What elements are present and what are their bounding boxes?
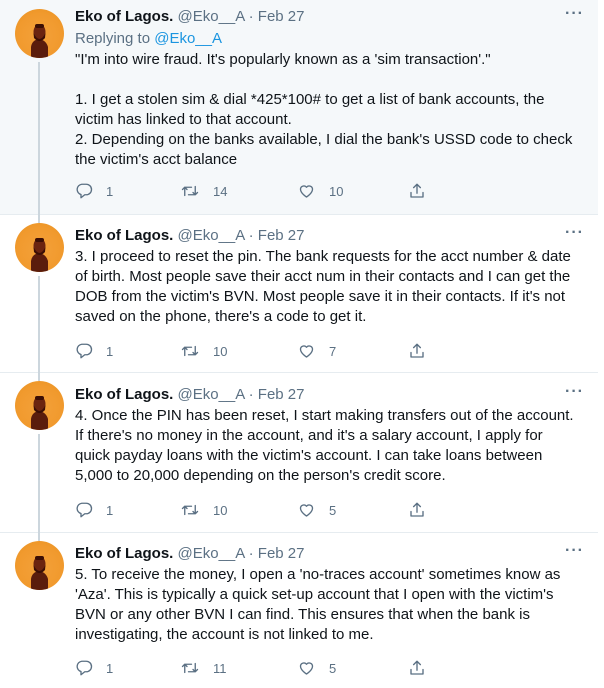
author-handle[interactable]: @Eko__A — [177, 8, 245, 25]
reply-icon — [75, 182, 93, 200]
tweet-text — [75, 50, 578, 170]
tweet[interactable] — [0, 533, 598, 688]
thread-line — [38, 533, 40, 541]
more-icon[interactable]: ··· — [565, 224, 584, 241]
like-count: 5 — [329, 502, 337, 518]
thread-line — [38, 215, 40, 223]
share-button[interactable] — [408, 659, 426, 677]
reply-count: 1 — [106, 660, 114, 676]
tweet-date[interactable]: Feb 27 — [257, 386, 305, 403]
like-button[interactable] — [297, 659, 336, 677]
retweet-icon — [180, 501, 200, 519]
avatar[interactable] — [15, 541, 64, 590]
like-button[interactable] — [297, 501, 336, 519]
reply-count: 1 — [106, 183, 114, 199]
like-button[interactable] — [297, 342, 336, 360]
tweet[interactable] — [0, 215, 598, 373]
like-count: 5 — [329, 660, 337, 676]
retweet-button[interactable] — [180, 182, 227, 200]
share-button[interactable] — [408, 182, 426, 200]
more-icon[interactable]: ··· — [565, 5, 584, 22]
share-button[interactable] — [408, 501, 426, 519]
thread-line — [38, 276, 40, 373]
retweet-button[interactable] — [180, 342, 227, 360]
thread-line — [38, 373, 40, 381]
reply-button[interactable] — [75, 659, 113, 677]
separator-dot: · — [248, 386, 254, 403]
avatar[interactable] — [15, 9, 64, 58]
share-button[interactable] — [408, 342, 426, 360]
share-icon — [408, 182, 426, 200]
like-icon — [297, 501, 316, 519]
replying-mention[interactable]: @Eko__A — [154, 30, 222, 47]
like-button[interactable] — [297, 182, 343, 200]
retweet-icon — [180, 182, 200, 200]
replying-label: Replying to — [75, 30, 151, 47]
author-name[interactable]: Eko of Lagos. — [75, 227, 174, 244]
retweet-button[interactable] — [180, 659, 227, 677]
like-icon — [297, 342, 316, 360]
like-count: 7 — [329, 343, 337, 359]
tweet-date[interactable]: Feb 27 — [257, 8, 305, 25]
separator-dot: · — [248, 8, 254, 25]
tweet-text-line: 2. Depending on the banks available, I dial the bank's USSD code to check the victim's acct balance — [75, 131, 573, 168]
retweet-count: 11 — [213, 660, 227, 676]
retweet-count: 14 — [213, 183, 228, 199]
share-icon — [408, 501, 426, 519]
like-count: 10 — [329, 183, 344, 199]
reply-button[interactable] — [75, 342, 113, 360]
thread-line — [38, 62, 40, 215]
reply-icon — [75, 501, 93, 519]
reply-count: 1 — [106, 343, 114, 359]
tweet-text-line: 1. I get a stolen sim & dial *425*100# to get a list of bank accounts, the victim has linked to that account. — [75, 91, 545, 128]
thread-line — [38, 434, 40, 533]
author-handle[interactable]: @Eko__A — [177, 227, 245, 244]
reply-button[interactable] — [75, 501, 113, 519]
tweet-text — [75, 565, 578, 645]
reply-icon — [75, 659, 93, 677]
tweet-text-line: 5. To receive the money, I open a 'no-traces account' sometimes know as 'Aza'. This is typically a quick set-up account that I open with the victim's BVN or any other BVN I can find. This ensures that when the bank is investigating, the account is not linked to me. — [75, 566, 561, 643]
tweet[interactable] — [0, 0, 598, 215]
retweet-icon — [180, 342, 200, 360]
separator-dot: · — [248, 227, 254, 244]
retweet-count: 10 — [213, 343, 228, 359]
tweet-text — [75, 406, 578, 486]
tweet-text-line: 4. Once the PIN has been reset, I start making transfers out of the account. If there's no money in the account, and it's a salary account, I apply for quick payday loans with the victim's account. I can take loans between 5,000 to 20,000 depending on the person's credit score. — [75, 407, 574, 484]
reply-icon — [75, 342, 93, 360]
author-name[interactable]: Eko of Lagos. — [75, 545, 174, 562]
author-name[interactable]: Eko of Lagos. — [75, 386, 174, 403]
author-name[interactable]: Eko of Lagos. — [75, 8, 174, 25]
retweet-button[interactable] — [180, 501, 227, 519]
like-icon — [297, 182, 316, 200]
retweet-count: 10 — [213, 502, 228, 518]
avatar[interactable] — [15, 223, 64, 272]
tweet-text — [75, 247, 578, 327]
tweet-date[interactable]: Feb 27 — [257, 227, 305, 244]
like-icon — [297, 659, 316, 677]
replying-to — [75, 29, 578, 49]
tweet-date[interactable]: Feb 27 — [257, 545, 305, 562]
more-icon[interactable]: ··· — [565, 542, 584, 559]
separator-dot: · — [248, 545, 254, 562]
author-handle[interactable]: @Eko__A — [177, 386, 245, 403]
reply-count: 1 — [106, 502, 114, 518]
reply-button[interactable] — [75, 182, 113, 200]
tweet[interactable] — [0, 373, 598, 533]
retweet-icon — [180, 659, 200, 677]
avatar[interactable] — [15, 381, 64, 430]
more-icon[interactable]: ··· — [565, 383, 584, 400]
author-handle[interactable]: @Eko__A — [177, 545, 245, 562]
share-icon — [408, 342, 426, 360]
share-icon — [408, 659, 426, 677]
tweet-text-line: "I'm into wire fraud. It's popularly known as a 'sim transaction'." — [75, 51, 491, 68]
tweet-text-line: 3. I proceed to reset the pin. The bank requests for the acct number & date of birth. Most people save their acct num in their contacts and I can get the DOB from the victim's BVN. Most people save it in their contacts. If it's not saved on the phone, there's a code to get it. — [75, 248, 571, 325]
